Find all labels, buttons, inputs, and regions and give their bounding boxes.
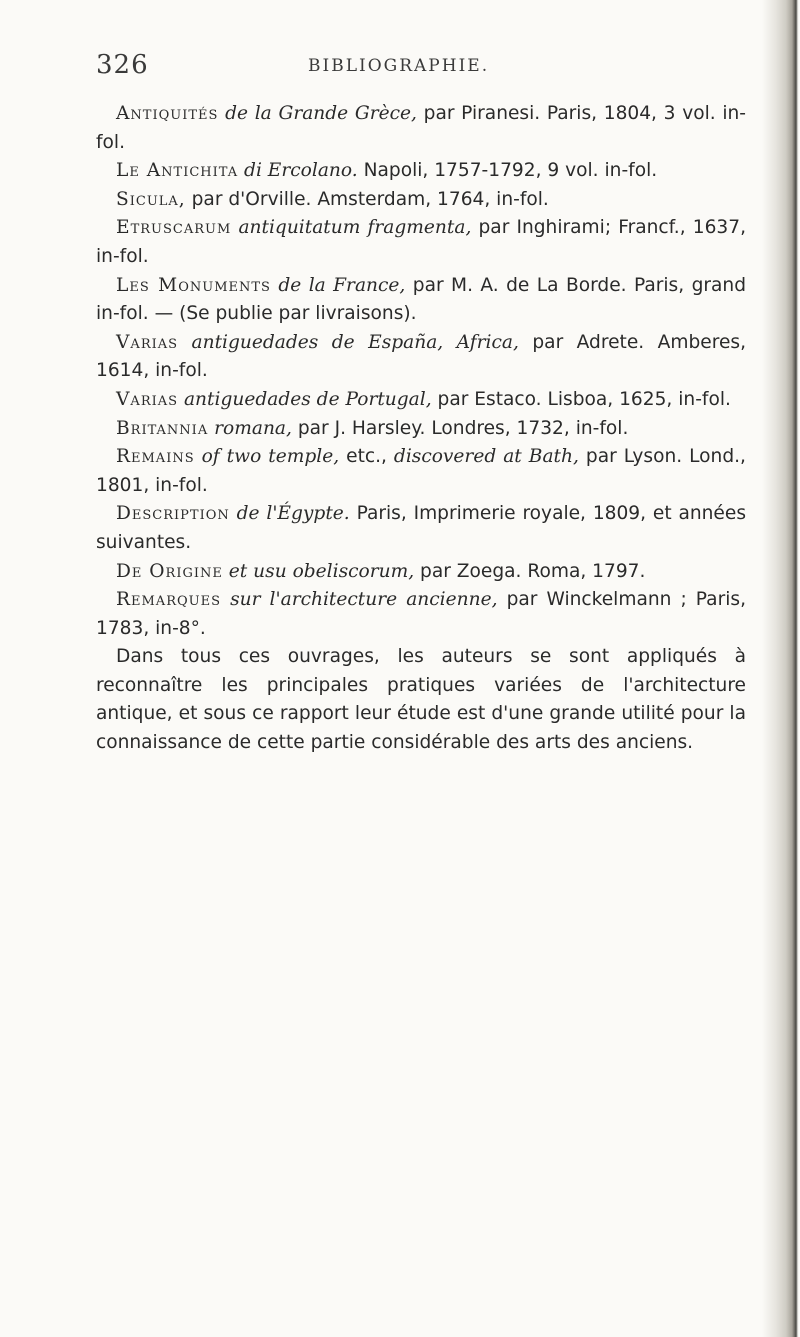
entry-title: di Ercolano. — [244, 160, 358, 182]
entry-title: et usu obeliscorum, — [228, 560, 415, 582]
entry-head: Remains — [116, 446, 195, 468]
entry-details: par Inghirami; Francf., 1637, in-fol. — [96, 217, 746, 267]
entry-head: Description — [116, 503, 230, 525]
bibliography-entry — [96, 558, 746, 587]
entry-details: etc., — [339, 446, 394, 468]
entry-details-secondary: par Lyson. Lond., 1801, in-fol. — [96, 446, 746, 496]
closing-paragraph: Dans tous ces ouvrages, les auteurs se sont appliqués à reconnaître les principales pratiques variées de l'architecture antique, et sous ce rapport leur étude est d'une grande utilité pour la connaissance de cette partie considérable des arts des anciens. — [96, 646, 746, 754]
entry-details: par Zoega. Roma, 1797. — [414, 560, 646, 582]
entry-title: romana, — [214, 417, 292, 439]
entry-title: antiguedades de Portugal, — [183, 388, 432, 410]
entry-head: Le Antichita — [116, 160, 239, 182]
page-header — [96, 50, 696, 94]
entry-head: Varias — [116, 331, 179, 353]
entry-head: Les Monuments — [116, 274, 271, 296]
bibliography-entry — [96, 386, 746, 415]
entry-title-secondary: discovered at Bath, — [393, 446, 579, 468]
entry-title: antiquitatum fragmenta, — [238, 217, 472, 239]
entry-head: Remarques — [116, 589, 221, 611]
running-head: BIBLIOGRAPHIE. — [308, 56, 490, 76]
entry-details: par M. A. de La Borde. Paris, grand in-fol. — (Se publie par livraisons). — [96, 274, 747, 325]
bibliography-entry — [96, 415, 746, 444]
entry-details: par J. Harsley. Londres, 1732, in-fol. — [291, 417, 629, 439]
entry-head: Sicula, — [116, 188, 186, 210]
bibliography-entry — [96, 329, 746, 386]
bibliography-entry — [96, 157, 746, 186]
entry-title: de la France, — [278, 274, 406, 296]
entry-details: par Adrete. Amberes, 1614, in-fol. — [96, 331, 746, 382]
bibliography-text — [96, 100, 746, 758]
entry-details: par Estaco. Lisboa, 1625, in-fol. — [431, 388, 731, 410]
entry-title: de la Grande Grèce, — [225, 103, 417, 124]
page-edge — [762, 0, 800, 1337]
bibliography-entry — [96, 586, 746, 643]
entry-head: Britannia — [116, 417, 209, 439]
bibliography-entry — [96, 272, 746, 329]
bibliography-entry — [96, 100, 746, 157]
entry-title: antiguedades de España, Africa, — [191, 331, 519, 353]
entry-details: par Piranesi. Paris, 1804, 3 vol. in-fol. — [96, 103, 746, 153]
page-number: 326 — [96, 50, 149, 80]
bibliography-entry — [96, 500, 746, 557]
entry-head: Antiquités — [116, 103, 219, 124]
entry-head: Varias — [116, 388, 179, 410]
entry-details: par Winckelmann ; Paris, 1783, in-8°. — [96, 589, 746, 639]
entry-head: De Origine — [116, 560, 223, 582]
entry-title: of two temple, — [201, 446, 340, 468]
bibliography-entry — [96, 443, 746, 500]
bibliography-entry — [96, 214, 746, 271]
entry-title: de l'Égypte. — [236, 503, 350, 525]
entry-details: par d'Orville. Amsterdam, 1764, in-fol. — [185, 188, 549, 210]
bibliography-entry — [96, 186, 746, 215]
entry-details: Paris, Imprimerie royale, 1809, et années suivantes. — [96, 503, 747, 553]
entry-details: Napoli, 1757-1792, 9 vol. in-fol. — [357, 160, 658, 182]
entry-head: Etruscarum — [116, 217, 232, 239]
entry-title: sur l'architecture ancienne, — [230, 589, 498, 611]
